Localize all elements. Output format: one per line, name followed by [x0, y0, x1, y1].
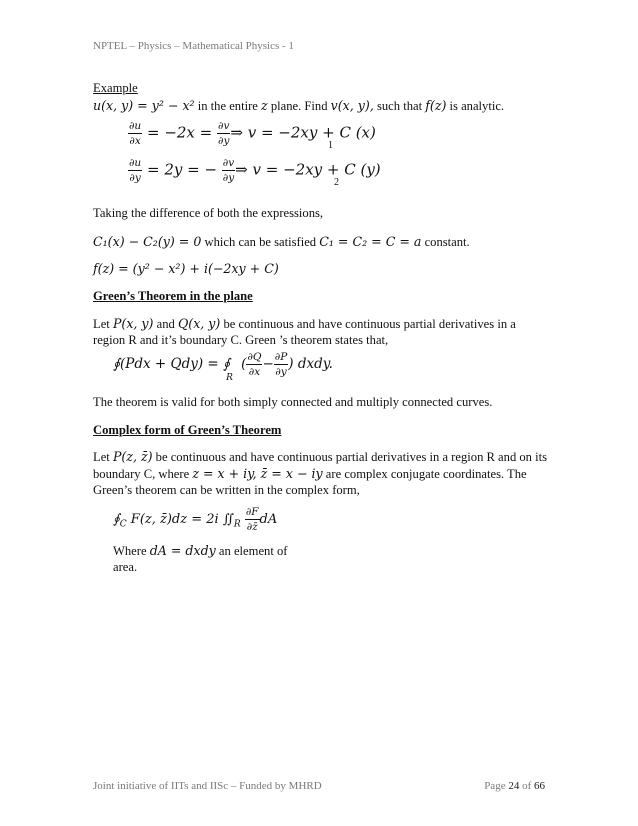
where-line1: Where dA = dxdy an element of: [113, 543, 288, 558]
equation-2: $\frac{\partial u}{\partial y}$ = 2y = − $\frac{\partial v}{\partial y}$ ⇒ v = −2xy + C (y): [129, 157, 381, 184]
fraction-du-dy: $\frac{\partial u}{\partial y}$: [129, 157, 142, 184]
example-heading: Example: [93, 81, 138, 95]
complex-paragraph-line3: Green’s theorem can be written in the complex form,: [93, 483, 360, 497]
validity-text: The theorem is valid for both simply connected and multiply connected curves.: [93, 395, 493, 409]
fraction-dv-dy: $\frac{\partial v}{\partial y}$: [218, 120, 230, 147]
eq2-subscript: 2: [334, 177, 339, 188]
eq1-subscript: 1: [328, 140, 333, 151]
page-header: NPTEL – Physics – Mathematical Physics - 1: [93, 40, 294, 52]
u-definition: u(x, y) = y² − x²: [93, 98, 195, 113]
greens-equation: ∮(Pdx + $Qdy) = ∮_R$ ( $\frac{\partial Q}{\partial x}$ − $\frac{\partial P}{\partial y}$ ) dxdy.: [113, 351, 333, 383]
example-statement: u(x, y) = y² − x² in the entire z plane. Find v(x, y), such that f(z) is analytic.: [93, 98, 505, 113]
difference-text: Taking the difference of both the expressions,: [93, 206, 324, 220]
footer-left: Joint initiative of IITs and IISc – Funded by MHRD: [93, 780, 322, 792]
complex-paragraph-line2: boundary C, where z = x + iy, z̄ = x − iy are complex conjugate coordinates. The: [93, 466, 527, 481]
fraction-dp-dy: $\frac{\partial P}{\partial y}$: [274, 351, 288, 378]
complex-paragraph-line1: Let P(z, z̄) be continuous and have continuous partial derivatives in a region R and on its: [93, 449, 548, 464]
fraction-du-dx: $\frac{\partial u}{\partial x}$: [129, 120, 142, 147]
analytic-result: f(z) = (y² − x²) + i(−2xy + C): [93, 261, 279, 276]
where-line2: area.: [113, 560, 138, 574]
fraction-df-dzbar: $\frac{\partial F}{\partial z̄}$: [245, 506, 259, 533]
greens-heading: Green’s Theorem in the plane: [93, 289, 253, 303]
fraction-dv-dy-2: $\frac{\partial v}{\partial y}$: [222, 157, 235, 184]
complex-greens-equation: $∮_C$ F(z, z̄)dz = 2i $∬_R$ $\frac{\partial F}{\partial z̄}$ dA: [113, 506, 278, 533]
constant-condition: C₁(x) − C₂(y) = 0 which can be satisfied C₁ = C₂ = C = a constant.: [93, 234, 470, 249]
equation-1: $\frac{\partial u}{\partial x}$ = −2x = $\frac{\partial v}{\partial y}$ ⇒ v = −2xy + C (x): [129, 120, 376, 147]
greens-paragraph-line1: Let P(x, y) and Q(x, y) be continuous and have continuous partial derivatives in a: [93, 316, 516, 331]
complex-heading: Complex form of Green’s Theorem: [93, 423, 282, 437]
fraction-dq-dx: $\frac{\partial Q}{\partial x}$: [247, 351, 262, 378]
footer-page-number: Page 24 of 66: [484, 780, 545, 792]
greens-paragraph-line2: region R and it’s boundary C. Green ’s theorem states that,: [93, 333, 389, 347]
